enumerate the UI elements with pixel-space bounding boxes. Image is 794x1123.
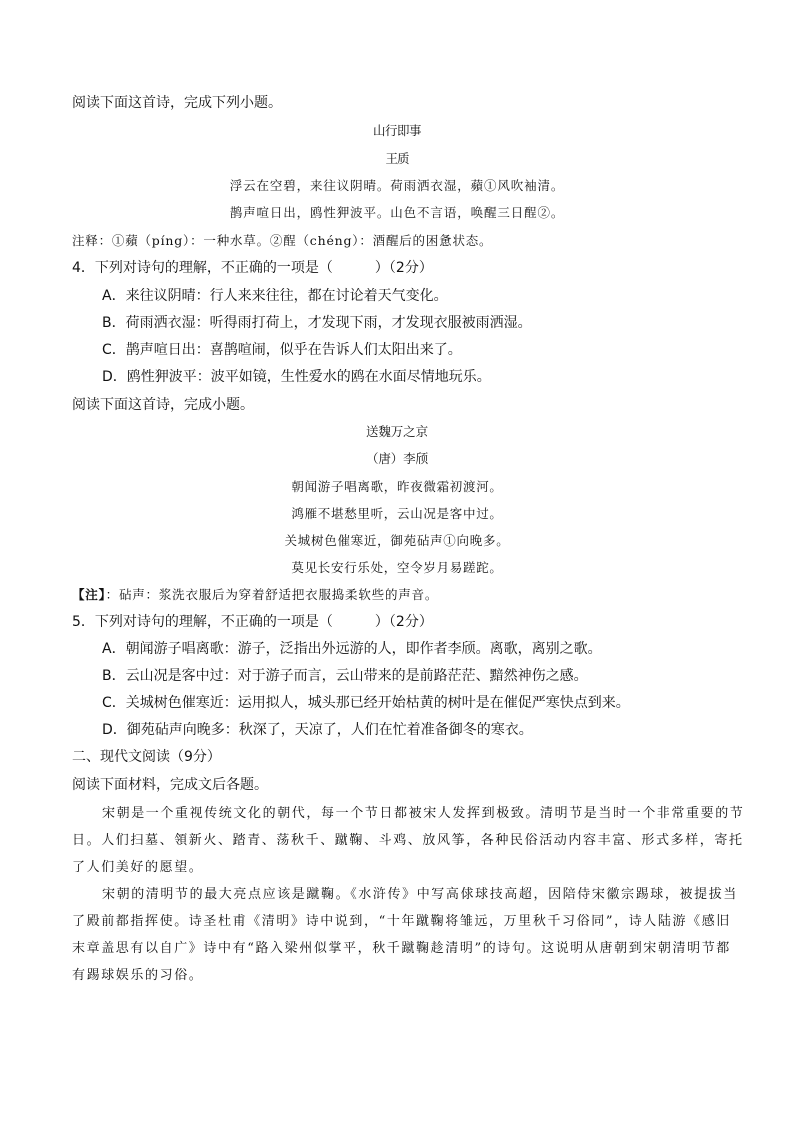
section1-intro: 阅读下面这首诗，完成下列小题。 — [72, 95, 282, 111]
poem-line: 朝闻游子唱离歌，昨夜微霜初渡河。 — [291, 479, 503, 494]
paragraph-line: 末章盖思有以自广》诗中有“路入梁州似掌平，秋千蹴鞠趁清明”的诗句。这说明从唐朝到宋朝清明节都 — [72, 941, 731, 956]
question-5: 5．下列对诗句的理解，不正确的一项是（ ）（2分） — [72, 614, 433, 630]
poem-note — [72, 585, 438, 605]
option-c: C．鹊声喧日出：喜鹊喧闹，似乎在告诉人们太阳出来了。 — [102, 342, 462, 358]
poem-line: 鸿雁不堪愁里听，云山况是客中过。 — [291, 506, 503, 521]
section3-intro: 阅读下面材料，完成文后各题。 — [72, 777, 268, 793]
option-b: B．云山况是客中过：对于游子而言，云山带来的是前路茫茫、黯然神伤之感。 — [102, 668, 588, 684]
paragraph-line: 宋朝是一个重视传统文化的朝代，每一个节日都被宋人发挥到极致。清明节是当时一个非常重要的节 — [102, 806, 745, 821]
option-d: D．鸥性狎波平：波平如镜，生性爱水的鸥在水面尽情地玩乐。 — [102, 369, 491, 385]
poem-author: 王质 — [385, 151, 409, 166]
poem-title: 山行即事 — [372, 123, 421, 138]
section2-intro: 阅读下面这首诗，完成小题。 — [72, 397, 254, 413]
poem-title: 送魏万之京 — [365, 424, 428, 439]
option-a: A．朝闻游子唱离歌：游子，泛指出外远游的人，即作者李颀。离歌，离别之歌。 — [102, 641, 602, 657]
paragraph-line: 了人们美好的愿望。 — [72, 860, 204, 875]
poem-line: 鹊声喧日出，鸥性狎波平。山色不言语，唤醒三日酲②。 — [229, 205, 565, 220]
paragraph-line: 日。人们扫墓、領新火、踏青、荡秋千、蹴鞠、斗鸡、放风筝，各种民俗活动内容丰富、形式多样，寄托 — [72, 833, 744, 848]
section-heading: 二、现代文阅读（9分） — [72, 749, 221, 765]
poem-author: （唐）李颀 — [365, 451, 428, 466]
paragraph-line: 了殿前都指挥使。诗圣杜甫《清明》诗中说到，“十年蹴鞠将雏远，万里秋千习俗同”，诗人陆游《感旧 — [72, 914, 731, 929]
poem-line: 浮云在空碧，来往议阴晴。荷雨洒衣湿，蘋①风吹袖清。 — [229, 178, 565, 193]
option-a: A．来往议阴晴：行人来来往往，都在讨论着天气变化。 — [102, 288, 448, 304]
paragraph-line: 宋朝的清明节的最大亮点应该是蹴鞠。《水浒传》中写高俅球技高超，因陪侍宋徽宗踢球，被提拔当 — [102, 887, 738, 902]
paragraph-line: 有踢球娱乐的习俗。 — [72, 968, 204, 983]
question-4: 4．下列对诗句的理解，不正确的一项是（ ）（2分） — [72, 260, 433, 276]
note-text: ：砧声：浆洗衣服后为穿着舒适把衣服捣柔软些的声音。 — [105, 587, 439, 602]
option-b: B．荷雨洒衣湿：听得雨打荷上，才发现下雨，才发现衣服被雨洒湿。 — [102, 315, 532, 331]
note-label: 【注】 — [72, 587, 106, 602]
option-d: D．御苑砧声向晚多：秋深了，天凉了，人们在忙着准备御冬的寒衣。 — [102, 722, 533, 738]
option-c: C．关城树色催寒近：运用拟人，城头那已经开始枯黄的树叶是在催促严寒快点到来。 — [102, 695, 630, 711]
poem-line: 关城树色催寒近，御苑砧声①向晚多。 — [284, 533, 510, 548]
poem-note: 注释：①蘋（píng）：一种水草。②酲（chéng）：酒醒后的困惫状态。 — [72, 233, 493, 248]
poem-line: 莫见长安行乐处，空令岁月易蹉跎。 — [291, 560, 503, 575]
